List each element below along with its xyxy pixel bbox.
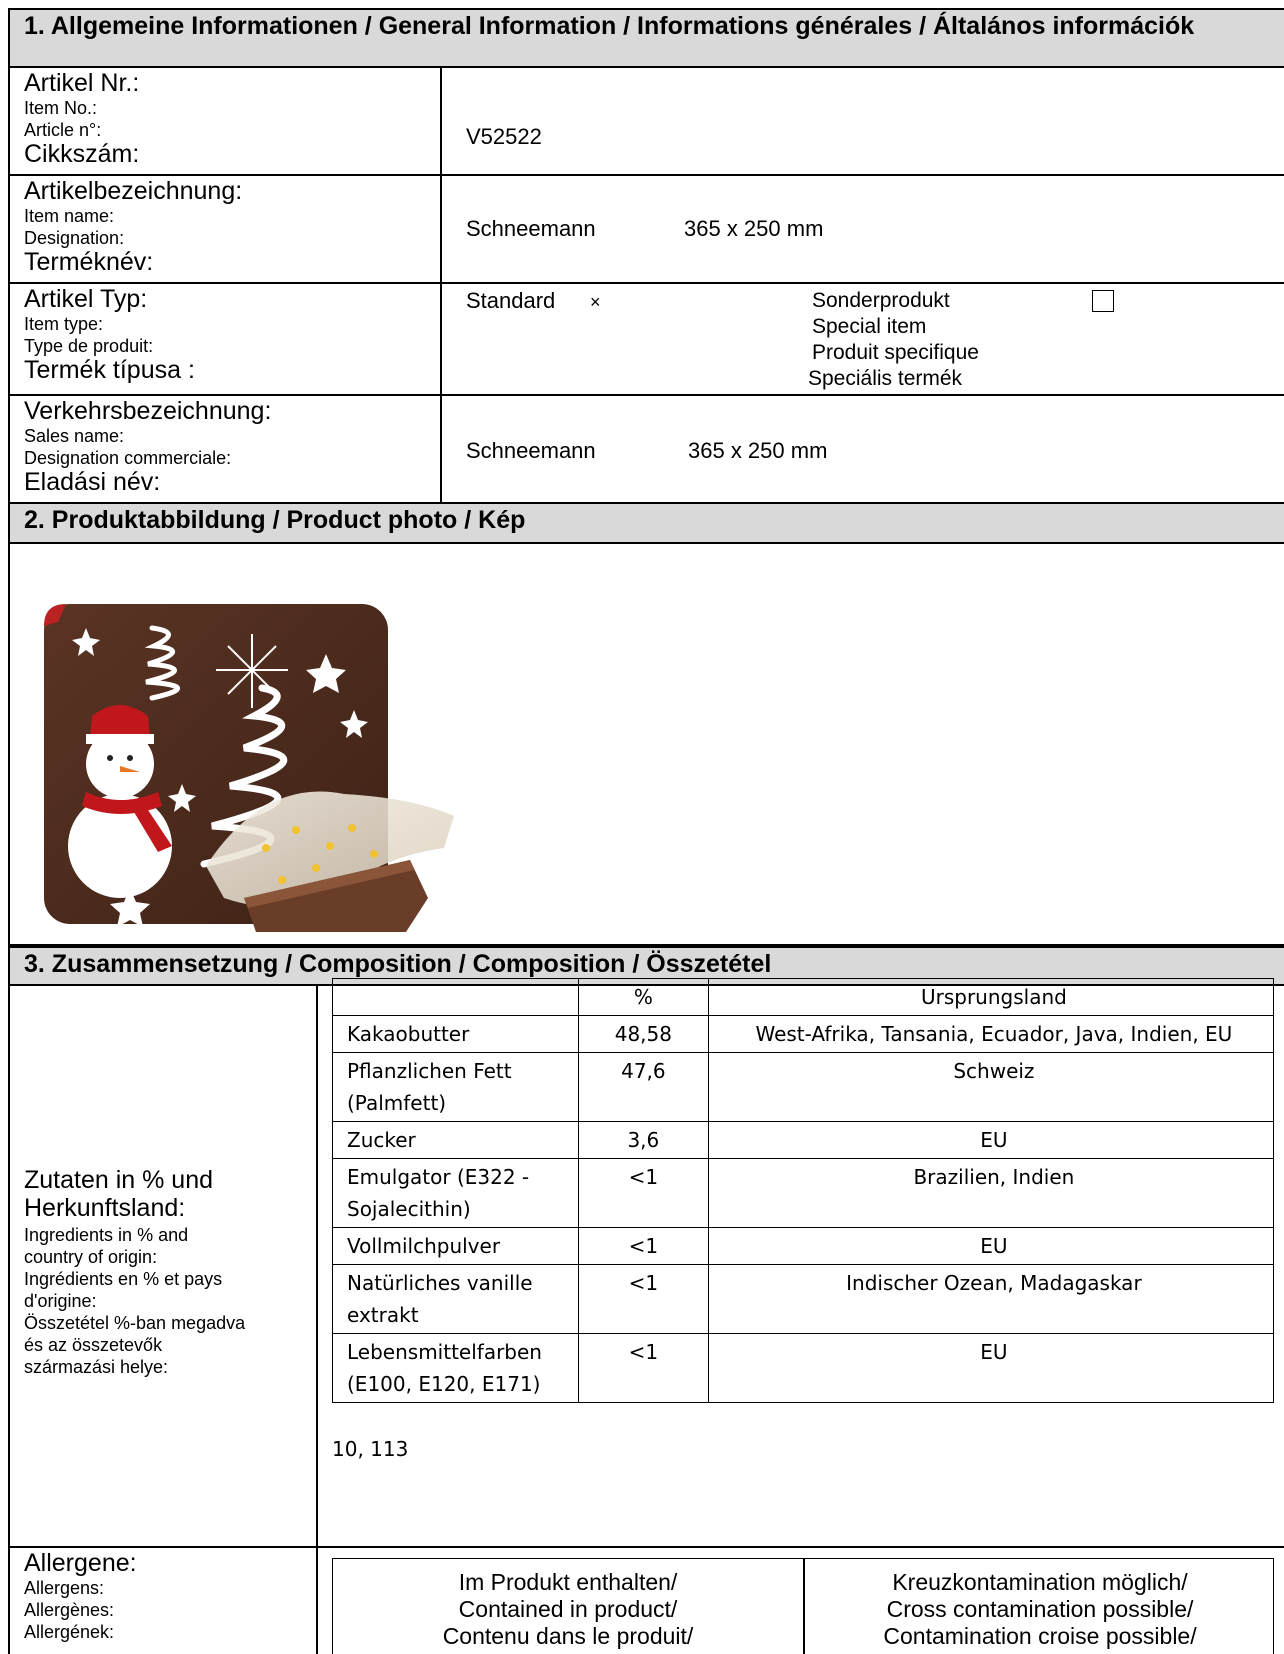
ingredients-label-translations: Ingredients in % and country of origin: Ingrédients en % et pays d'origine: Összetétel %-ban megadva és az összetevők származási helye:	[24, 1225, 246, 1377]
item-type-value-cell	[452, 284, 1284, 394]
ingredients-label-cell	[8, 986, 318, 1548]
row-item-type	[8, 284, 1284, 396]
allergens-label-cell: Allergene: Allergens: Allergènes: Allergének:	[8, 1548, 318, 1654]
item-name-value-cell	[452, 176, 1284, 282]
special-item-checkbox[interactable]	[1092, 290, 1114, 312]
standard-label: Standard	[466, 288, 556, 313]
table-row: Zucker 3,6 EU	[333, 1122, 1274, 1159]
allergen-col-cross: Kreuzkontamination möglich/ Cross contamination possible/ Contamination croise possible/	[883, 1569, 1197, 1649]
header-name	[333, 979, 579, 1016]
article-no-label: Artikel Nr.: Item No.: Article n°: Cikkszám:	[10, 68, 442, 174]
header-pct: %	[578, 979, 708, 1016]
special-en: Special item	[812, 315, 927, 338]
article-no-value: V52522	[466, 124, 542, 149]
section-1-title: 1. Allgemeine Informationen / General Information / Informations générales / Általános információk	[24, 12, 1195, 40]
row-sales-name	[8, 396, 1284, 504]
composition-bottom-border	[318, 1546, 1284, 1548]
special-hu: Speciális termék	[808, 367, 963, 390]
row-article-no	[8, 68, 1284, 176]
table-row: Natürliches vanille extrakt <1 Indischer Ozean, Madagaskar	[333, 1265, 1274, 1334]
section-2-title: 2. Produktabbildung / Product photo / Kép	[24, 506, 526, 534]
item-name-value: Schneemann	[466, 216, 596, 241]
allergen-col-contained: Im Produkt enthalten/ Contained in product/ Contenu dans le produit/	[442, 1569, 694, 1649]
section-1-header	[8, 8, 1284, 68]
special-fr: Produit specifique	[812, 341, 979, 364]
table-row: Lebensmittelfarben (E100, E120, E171) <1 EU	[333, 1334, 1274, 1403]
table-row: Kakaobutter 48,58 West-Afrika, Tansania, Ecuador, Java, Indien, EU	[333, 1016, 1274, 1053]
ingredients-note: 10, 113	[332, 1437, 409, 1461]
allergens-table	[332, 1558, 1274, 1654]
sales-size-value: 365 x 250 mm	[688, 438, 828, 463]
ingredients-label-de: Zutaten in % und Herkunftsland:	[24, 1166, 214, 1222]
table-row: Emulgator (E322 - Sojalecithin) <1 Brazilien, Indien	[333, 1159, 1274, 1228]
table-header-row	[333, 979, 1274, 1016]
item-type-label: Artikel Typ: Item type: Type de produit: Termék típusa :	[10, 284, 442, 394]
item-name-label: Artikelbezeichnung: Item name: Designation: Terméknév:	[10, 176, 442, 282]
section-2-header	[8, 504, 1284, 544]
table-row: Pflanzlichen Fett (Palmfett) 47,6 Schweiz	[333, 1053, 1274, 1122]
row-item-name	[8, 176, 1284, 284]
section-3-title: 3. Zusammensetzung / Composition / Composition / Összetétel	[24, 950, 772, 978]
article-no-value-cell	[452, 68, 1284, 174]
special-de: Sonderprodukt	[812, 289, 950, 312]
header-origin: Ursprungsland	[708, 979, 1273, 1016]
ingredients-table	[332, 978, 1274, 1403]
sales-name-value: Schneemann	[466, 438, 596, 463]
sales-name-value-cell	[452, 396, 1284, 502]
product-photo	[34, 598, 454, 932]
table-row: Vollmilchpulver <1 EU	[333, 1228, 1274, 1265]
standard-mark[interactable]: ×	[590, 292, 601, 312]
sales-name-label: Verkehrsbezeichnung: Sales name: Designation commerciale: Eladási név:	[10, 396, 442, 502]
item-size-value: 365 x 250 mm	[684, 216, 824, 241]
